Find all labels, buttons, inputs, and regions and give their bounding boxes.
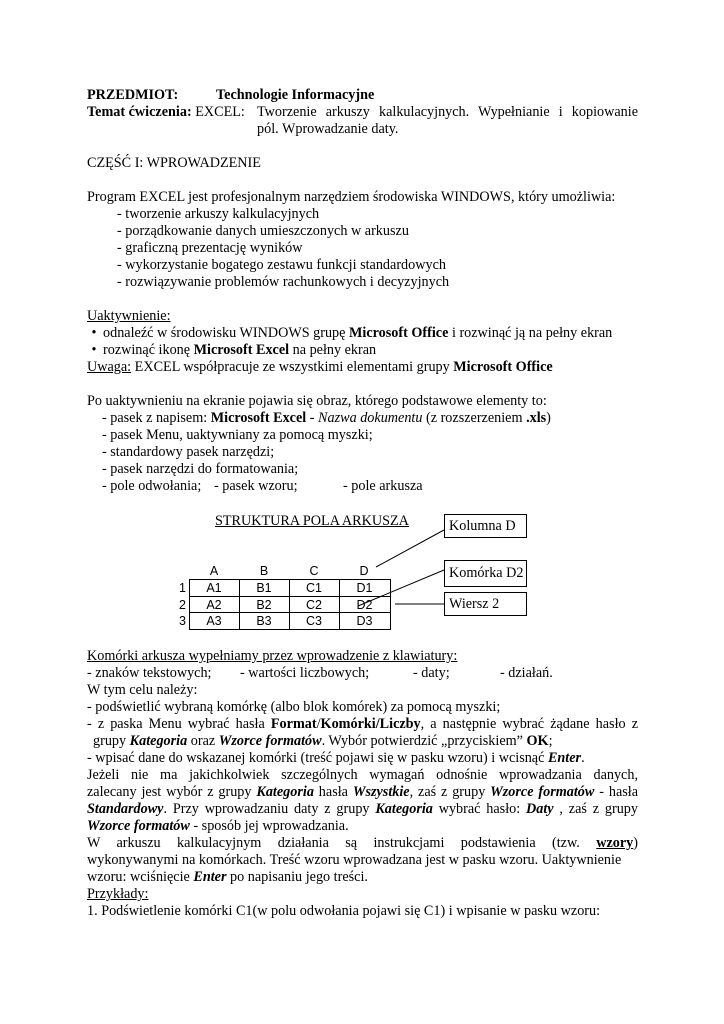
subject-value: Technologie Informacyjne [216, 87, 375, 103]
formula-3: wzoru: wciśnięcie Enter po napisaniu jego treści. [87, 869, 368, 885]
row-number: 1 [179, 581, 186, 595]
intro-item: - graficzną prezentację wyników [117, 240, 303, 256]
row-number: 3 [179, 614, 186, 628]
screen-item: - pole arkusza [343, 478, 423, 494]
type-text: - znaków tekstowych; [87, 665, 212, 681]
column-header: A [209, 564, 219, 578]
column-header: C [309, 564, 319, 578]
screen-lead: Po uaktywnieniu na ekranie pojawia się obraz, którego podstawowe elementy to: [87, 393, 547, 409]
step-3: - wpisać dane do wskazanej komórki (treść pojawi się w pasku wzoru) i wcisnąć Enter. [87, 750, 585, 766]
bullet-icon [87, 325, 101, 342]
bullet-icon [87, 342, 101, 359]
column-header: B [259, 564, 269, 578]
screen-item: - pasek z napisem: Microsoft Excel - Nazwa dokumentu (z rozszerzeniem .xls) [102, 410, 551, 426]
type-date: - daty; [413, 665, 450, 681]
grid-cell: C2 [306, 598, 322, 612]
para-2: zalecany jest wybór z grupy Kategoria hasła Wszystkie, zaś z grupy Wzorce formatów - hasła [87, 784, 639, 800]
grid-cell: C1 [306, 581, 322, 595]
intro-item: - porządkowanie danych umieszczonych w arkuszu [117, 223, 409, 239]
screen-item: - pasek narzędzi do formatowania; [102, 461, 299, 477]
example-1: 1. Podświetlenie komórki C1(w polu odwołania pojawi się C1) i wpisanie w pasku wzoru: [87, 903, 601, 919]
intro-lead: Program EXCEL jest profesjonalnym narzędziem środowiska WINDOWS, który umożliwia: [87, 189, 616, 205]
grid-cell: C3 [306, 614, 322, 628]
filling-title: Komórki arkusza wypełniamy przez wprowadzenie z klawiatury: [87, 648, 458, 664]
type-number: - wartości liczbowych; [240, 665, 370, 681]
intro-item: - rozwiązywanie problemów rachunkowych i decyzyjnych [117, 274, 450, 290]
grid-cell: B3 [256, 614, 272, 628]
step-2-cont: grupy Kategoria oraz Wzorce formatów. Wybór potwierdzić „przyciskiem” OK; [93, 733, 553, 749]
grid-cell: A2 [206, 598, 222, 612]
screen-item: - pole odwołania; [102, 478, 202, 494]
grid-cell: D3 [356, 614, 373, 628]
intro-item: - wykorzystanie bogatego zestawu funkcji standardowych [117, 257, 446, 273]
activation-bullet-1: odnaleźć w środowisku WINDOWS grupę Microsoft Office i rozwinąć ją na pełny ekran [103, 325, 613, 341]
activation-title: Uaktywnienie: [87, 308, 171, 324]
grid-cell: B2 [256, 598, 272, 612]
callout-row: Wiersz 2 [444, 592, 527, 616]
activation-note: Uwaga: EXCEL współpracuje ze wszystkimi elementami grupy Microsoft Office [87, 359, 553, 375]
formula-2: wykonywanymi na komórkach. Treść wzoru wprowadzana jest w pasku wzoru. Uaktywnienie [87, 852, 622, 868]
topic-label: Temat ćwiczenia: [87, 104, 192, 120]
screen-item: - pasek wzoru; [214, 478, 298, 494]
subject-label: PRZEDMIOT: [87, 87, 179, 103]
topic-text-2: pól. Wprowadzanie daty. [257, 121, 399, 137]
diagram-title: STRUKTURA POLA ARKUSZA [215, 513, 409, 529]
screen-item: - standardowy pasek narzędzi; [102, 444, 275, 460]
callout-column: Kolumna D [444, 514, 527, 538]
step-2: - z paska Menu wybrać hasła Format/Komórki/Liczby, a następnie wybrać żądane hasło z [87, 716, 639, 732]
type-action: - działań. [500, 665, 553, 681]
grid-cell: D1 [356, 581, 373, 595]
topic-text-1: Tworzenie arkuszy kalkulacyjnych. Wypełnianie i kopiowanie [257, 104, 638, 120]
examples-title: Przykłady: [87, 886, 149, 902]
screen-item: - pasek Menu, uaktywniany za pomocą myszki; [102, 427, 373, 443]
row-number: 2 [179, 598, 186, 612]
step-1: - podświetlić wybraną komórkę (albo blok komórek) za pomocą myszki; [87, 699, 501, 715]
para-1: Jeżeli nie ma jakichkolwiek szczególnych wymagań odnośnie wprowadzania danych, [87, 767, 638, 783]
grid-cell-d2: D2 [356, 598, 373, 612]
part1-title: CZĘŚĆ I: WPROWADZENIE [87, 155, 261, 171]
para-4: Wzorce formatów - sposób jej wprowadzania. [87, 818, 349, 834]
callout-cell: Komórka D2 [444, 560, 527, 587]
activation-bullet-2: rozwinąć ikonę Microsoft Excel na pełny ekran [103, 342, 377, 358]
column-header: D [359, 564, 369, 578]
grid-cell: A1 [206, 581, 222, 595]
pointer-column [376, 530, 444, 567]
formula-1: W arkuszu kalkulacyjnym działania są instrukcjami podstawienia (tzw. wzory) [87, 835, 638, 851]
intro-item: - tworzenie arkuszy kalkulacyjnych [117, 206, 320, 222]
topic-line [87, 104, 245, 121]
grid-cell: B1 [256, 581, 272, 595]
para-3: Standardowy. Przy wprowadzaniu daty z grupy Kategoria wybrać hasło: Daty , zaś z grupy [87, 801, 638, 817]
need-line: W tym celu należy: [87, 682, 198, 698]
topic-prefix: EXCEL: [195, 104, 245, 120]
grid-cell: A3 [206, 614, 222, 628]
